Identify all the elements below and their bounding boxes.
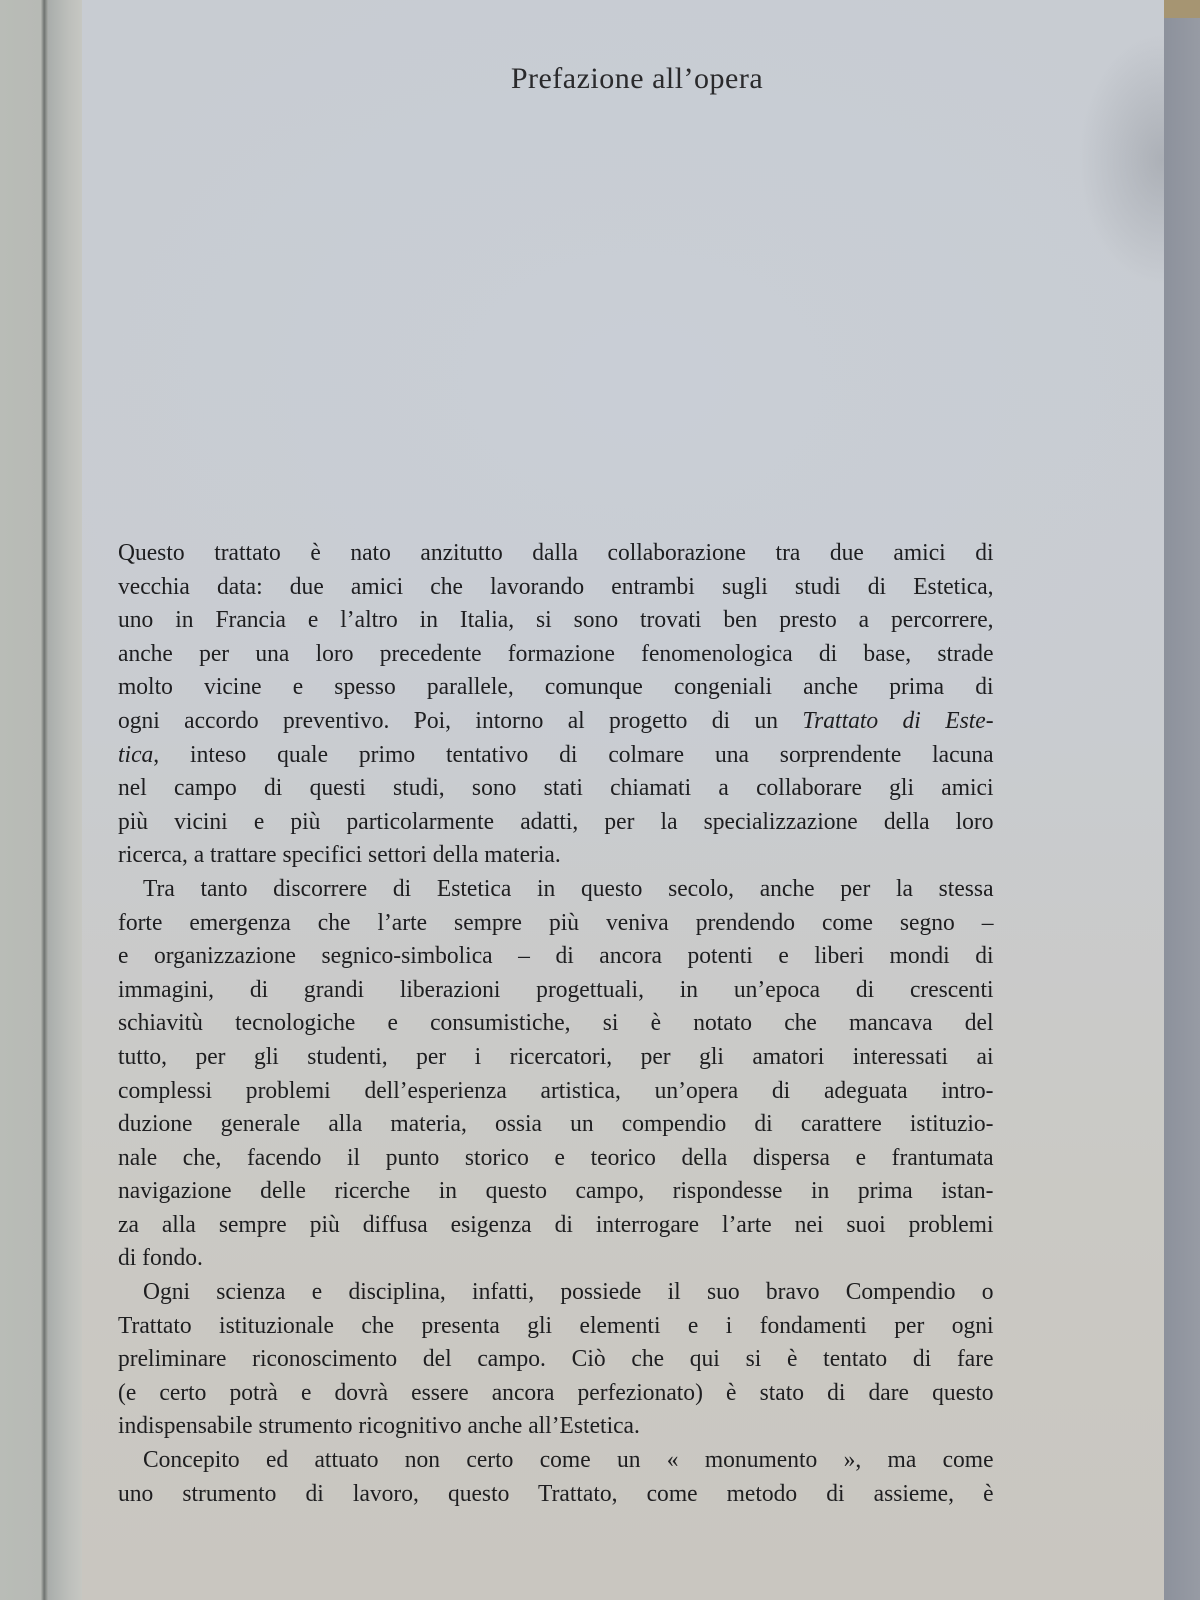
- text-line: preliminare riconoscimento del campo. Ciò che qui si è tentato di fare: [118, 1345, 994, 1373]
- text-line: Tra tanto discorrere di Estetica in questo secolo, anche per la stessa: [142, 874, 994, 902]
- text-line: nel campo di questi studi, sono stati chiamati a collaborare gli amici: [118, 774, 994, 802]
- text-fragment: ogni accordo preventivo. Poi, intorno al progetto di un: [118, 706, 778, 734]
- text-line: Trattato istituzionale che presenta gli elementi e i fondamenti per ogni: [118, 1311, 994, 1339]
- text-line: ricerca, a trattare specifici settori della materia.: [118, 841, 561, 869]
- text-line: e organizzazione segnico-simbolica – di ancora potenti e liberi mondi di: [118, 942, 994, 970]
- text-line: immagini, di grandi liberazioni progettuali, in un’epoca di crescenti: [118, 975, 994, 1003]
- paragraph-4: [118, 1443, 994, 1510]
- text-line: di fondo.: [118, 1244, 203, 1272]
- paragraph-1: [118, 536, 994, 872]
- page-title: Prefazione all’opera: [510, 62, 764, 95]
- gutter-shadow: [48, 0, 82, 1600]
- text-line: complessi problemi dell’esperienza artistica, un’opera di adeguata intro-: [118, 1076, 994, 1104]
- text-line: (e certo potrà e dovrà essere ancora perfezionato) è stato di dare questo: [118, 1378, 994, 1406]
- text-line: Concepito ed attuato non certo come un « monumento », ma come: [142, 1446, 994, 1474]
- text-line: Questo trattato è nato anzitutto dalla collaborazione tra due amici di: [118, 539, 994, 566]
- italic-title-fragment: Trattato di Este-: [802, 706, 994, 734]
- text-line: più vicini e più particolarmente adatti, per la specializzazione della loro: [118, 807, 994, 835]
- text-line: duzione generale alla materia, ossia un compendio di carattere istituzio-: [118, 1110, 994, 1138]
- text-line: vecchia data: due amici che lavorando entrambi sugli studi di Estetica,: [118, 572, 994, 600]
- text-line: za alla sempre più diffusa esigenza di interrogare l’arte nei suoi problemi: [118, 1210, 994, 1238]
- adjacent-page-edge: [0, 0, 48, 1600]
- italic-title-fragment: tica: [118, 740, 154, 768]
- text-line: [118, 704, 994, 738]
- text-fragment: , inteso quale primo tentativo di colmare una sorprendente lacuna: [153, 740, 994, 768]
- text-line: Ogni scienza e disciplina, infatti, possiede il suo bravo Compendio o: [142, 1278, 994, 1306]
- text-line: molto vicine e spesso parallele, comunque congeniali anche prima di: [118, 673, 994, 701]
- text-line: uno strumento di lavoro, questo Trattato, come metodo di assieme, è: [118, 1479, 994, 1507]
- text-line: forte emergenza che l’arte sempre più veniva prendendo come segno –: [118, 908, 994, 936]
- text-line: schiavitù tecnologiche e consumistiche, si è notato che mancava del: [118, 1009, 994, 1037]
- text-line: anche per una loro precedente formazione fenomenologica di base, strade: [118, 639, 994, 667]
- text-line: uno in Francia e l’altro in Italia, si sono trovati ben presto a percorrere,: [118, 606, 994, 634]
- book-page: [82, 0, 1164, 1600]
- paragraph-2: [118, 872, 994, 1275]
- text-line: indispensabile strumento ricognitivo anche all’Estetica.: [118, 1412, 640, 1440]
- text-line: [118, 738, 994, 772]
- text-line: tutto, per gli studenti, per i ricercatori, per gli amatori interessati ai: [118, 1042, 994, 1070]
- paragraph-3: [118, 1275, 994, 1443]
- body-text: [118, 536, 994, 1510]
- text-line: nale che, facendo il punto storico e teorico della dispersa e frantumata: [118, 1143, 994, 1171]
- text-line: navigazione delle ricerche in questo campo, rispondesse in prima istan-: [118, 1177, 994, 1205]
